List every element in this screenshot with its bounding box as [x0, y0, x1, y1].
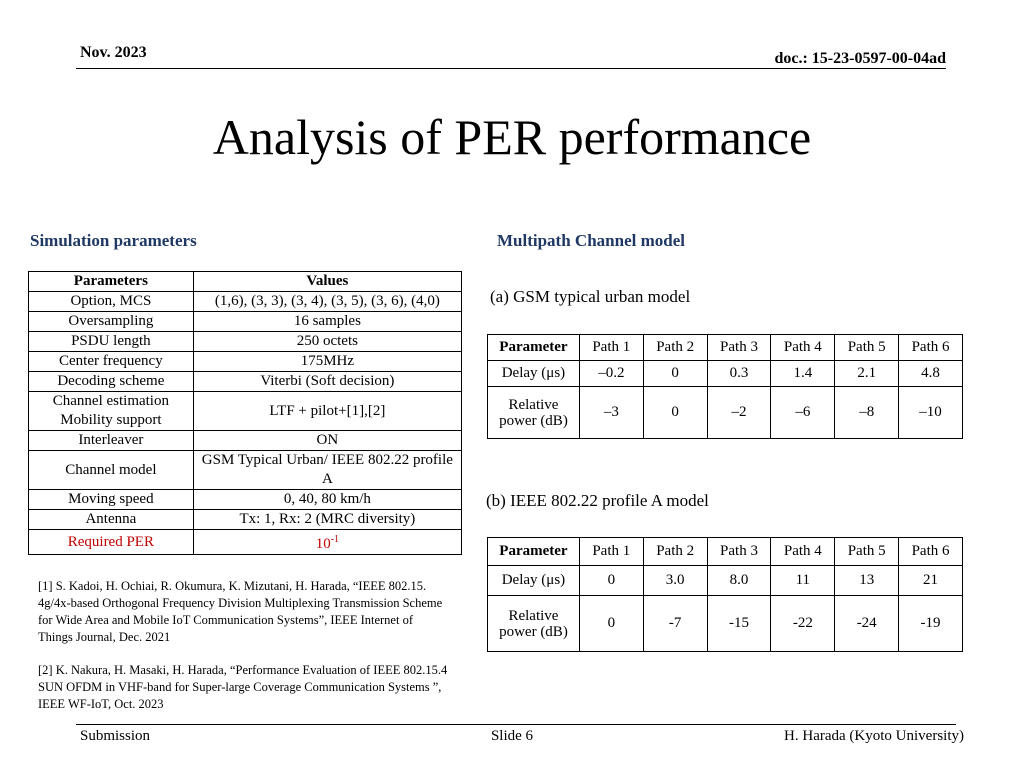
col-header-parameters: Parameters [29, 272, 194, 292]
per-base: 10 [315, 536, 331, 552]
param-cell: Oversampling [29, 312, 194, 332]
slide-title: Analysis of PER performance [212, 109, 812, 165]
value-cell: Viterbi (Soft decision) [193, 372, 461, 392]
footer-slide-number: Slide 6 [490, 728, 534, 744]
data-cell: 1.4 [771, 361, 835, 387]
col-header-values: Values [193, 272, 461, 292]
data-cell: –8 [835, 387, 899, 439]
value-cell: (1,6), (3, 3), (3, 4), (3, 5), (3, 6), (4,0) [193, 292, 461, 312]
param-cell: Required PER [29, 530, 194, 555]
data-cell: -24 [835, 596, 899, 652]
data-cell: –2 [707, 387, 771, 439]
param-cell: Option, MCS [29, 292, 194, 312]
data-cell: -22 [771, 596, 835, 652]
table-row [29, 431, 462, 451]
col-header: Path 1 [579, 538, 643, 566]
param-cell: Center frequency [29, 352, 194, 372]
row-label: Relative power (dB) [488, 387, 580, 439]
row-label: Delay (μs) [488, 566, 580, 596]
reference-item: [1] S. Kadoi, H. Ochiai, R. Okumura, K. Mizutani, H. Harada, “IEEE 802.15. 4g/4x-based Orthogonal Frequency Division Multiplexing Transmission Scheme for Wide Area and Mobile IoT Communication Systems”, IEEE Internet of Things Journal, Dec. 2021 [38, 579, 443, 644]
multipath-heading: Multipath Channel model [497, 231, 685, 250]
col-header: Path 4 [771, 538, 835, 566]
data-cell: 13 [835, 566, 899, 596]
header-date: Nov. 2023 [80, 44, 147, 61]
data-cell: 8.0 [707, 566, 771, 596]
value-cell: 16 samples [193, 312, 461, 332]
col-header: Path 4 [771, 335, 835, 361]
data-cell: 4.8 [899, 361, 963, 387]
data-cell: 0 [643, 387, 707, 439]
header-divider [76, 68, 946, 69]
value-cell: LTF + pilot+[1],[2] [193, 392, 461, 431]
table-row [488, 566, 963, 596]
value-cell: 0, 40, 80 km/h [193, 490, 461, 510]
value-cell: GSM Typical Urban/ IEEE 802.22 profile A [193, 451, 461, 490]
table-header-row [488, 538, 963, 566]
table-row [488, 596, 963, 652]
data-cell: 2.1 [835, 361, 899, 387]
footer-left: Submission [80, 728, 151, 744]
data-cell: 3.0 [643, 566, 707, 596]
header-doc-id: doc.: 15-23-0597-00-04ad [774, 50, 946, 67]
col-header: Path 3 [707, 538, 771, 566]
param-cell: Moving speed [29, 490, 194, 510]
model-a-label: (a) GSM typical urban model [490, 287, 691, 306]
data-cell: -7 [643, 596, 707, 652]
footer-right: H. Harada (Kyoto University) [784, 728, 964, 744]
model-b-table [487, 537, 963, 652]
table-row [29, 332, 462, 352]
row-label: Delay (μs) [488, 361, 580, 387]
value-cell: 175MHz [193, 352, 461, 372]
param-cell: PSDU length [29, 332, 194, 352]
references [38, 578, 448, 713]
data-cell: -15 [707, 596, 771, 652]
data-cell: –0.2 [579, 361, 643, 387]
col-header: Path 1 [579, 335, 643, 361]
table-row [29, 490, 462, 510]
model-a-table [487, 334, 963, 439]
table-row [29, 352, 462, 372]
data-cell: -19 [899, 596, 963, 652]
data-cell: –3 [579, 387, 643, 439]
param-cell: Interleaver [29, 431, 194, 451]
col-header: Path 6 [899, 335, 963, 361]
table-header-row [29, 272, 462, 292]
col-header: Path 5 [835, 335, 899, 361]
col-header: Path 2 [643, 538, 707, 566]
data-cell: 21 [899, 566, 963, 596]
model-b-label: (b) IEEE 802.22 profile A model [486, 491, 709, 510]
param-cell: Channel model [29, 451, 194, 490]
param-cell: Channel estimation Mobility support [29, 392, 194, 431]
table-row [488, 387, 963, 439]
data-cell: 0.3 [707, 361, 771, 387]
simulation-heading: Simulation parameters [30, 231, 197, 250]
col-header: Parameter [488, 335, 580, 361]
reference-item: [2] K. Nakura, H. Masaki, H. Harada, “Performance Evaluation of IEEE 802.15.4 SUN OFDM in VHF-band for Super-large Coverage Communication Systems ”, IEEE WF-IoT, Oct. 2023 [38, 663, 448, 711]
data-cell: 11 [771, 566, 835, 596]
param-cell: Antenna [29, 510, 194, 530]
table-row [29, 392, 462, 431]
per-exponent: -1 [330, 534, 340, 545]
col-header: Path 2 [643, 335, 707, 361]
required-per-row [29, 530, 462, 555]
table-row [29, 451, 462, 490]
data-cell: –10 [899, 387, 963, 439]
table-row [29, 312, 462, 332]
table-row [29, 510, 462, 530]
value-cell [193, 530, 461, 555]
data-cell: 0 [643, 361, 707, 387]
simulation-params-table [28, 271, 462, 555]
col-header: Path 6 [899, 538, 963, 566]
col-header: Parameter [488, 538, 580, 566]
param-cell: Decoding scheme [29, 372, 194, 392]
value-cell: Tx: 1, Rx: 2 (MRC diversity) [193, 510, 461, 530]
value-cell: 250 octets [193, 332, 461, 352]
footer-divider [76, 724, 956, 725]
data-cell: 0 [579, 596, 643, 652]
data-cell: –6 [771, 387, 835, 439]
table-header-row [488, 335, 963, 361]
table-row [29, 292, 462, 312]
col-header: Path 5 [835, 538, 899, 566]
col-header: Path 3 [707, 335, 771, 361]
data-cell: 0 [579, 566, 643, 596]
row-label: Relative power (dB) [488, 596, 580, 652]
value-cell: ON [193, 431, 461, 451]
table-row [488, 361, 963, 387]
table-row [29, 372, 462, 392]
